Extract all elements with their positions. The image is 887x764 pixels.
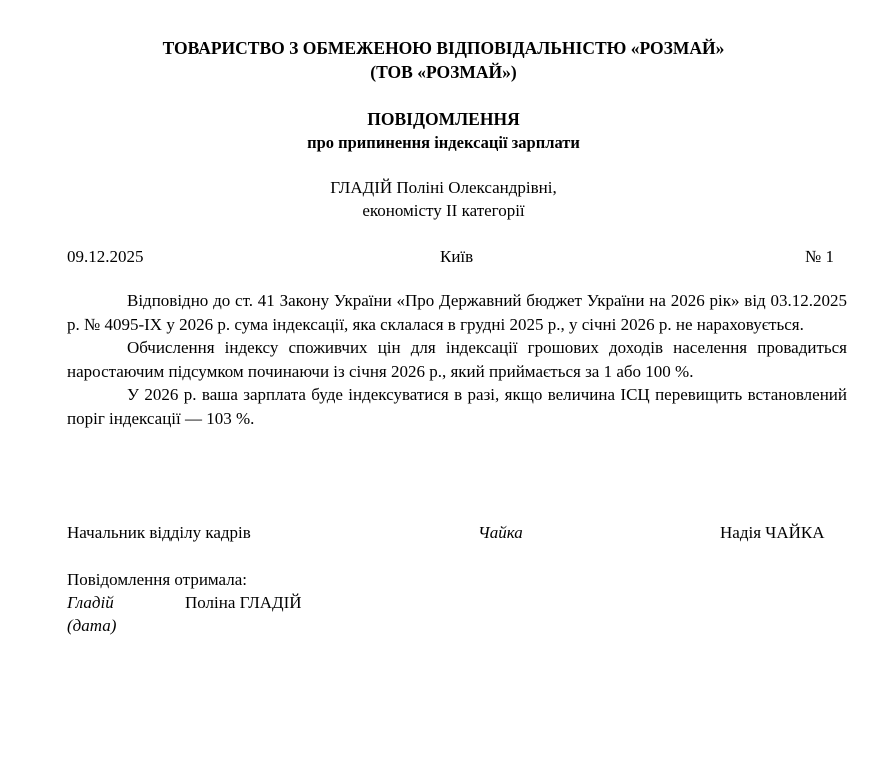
company-short-name: (ТОВ «РОЗМАЙ») bbox=[370, 62, 517, 82]
document-title: ПОВІДОМЛЕННЯ bbox=[367, 109, 520, 129]
signer-position: Начальник відділу кадрів bbox=[67, 523, 251, 542]
receipt-label: Повідомлення отримала: bbox=[67, 570, 248, 589]
body-paragraph: Відповідно до ст. 41 Закону України «Про Державний бюджет України на 2026 рік» від 03.12.2025 р. № 4095-IX у 2026 р. сума індексації, яка склалася в грудні 2025 р., у січні 2026 р. не нараховується. bbox=[67, 291, 847, 334]
receipt-date-label: (дата) bbox=[67, 616, 117, 635]
recipient-name: Поліна ГЛАДІЙ bbox=[185, 593, 302, 612]
body-paragraph: У 2026 р. ваша зарплата буде індексуватися в разі, якщо величина ІСЦ перевищить встановлений поріг індексації — 103 %. bbox=[67, 385, 847, 428]
document-date: 09.12.2025 bbox=[67, 247, 144, 266]
document-body bbox=[67, 289, 847, 430]
document-subtitle: про припинення індексації зарплати bbox=[307, 133, 580, 152]
signer-signature: Чайка bbox=[478, 523, 523, 542]
addressee-position: економісту ІІ категорії bbox=[362, 201, 525, 220]
document-city: Київ bbox=[440, 247, 474, 266]
addressee-name: ГЛАДІЙ Поліні Олександрівні, bbox=[330, 178, 557, 197]
document-number: № 1 bbox=[805, 247, 834, 266]
company-name: ТОВАРИСТВО З ОБМЕЖЕНОЮ ВІДПОВІДАЛЬНІСТЮ «РОЗМАЙ» bbox=[162, 38, 725, 58]
recipient-signature: Гладій bbox=[67, 593, 114, 612]
signer-name: Надія ЧАЙКА bbox=[720, 523, 825, 542]
body-paragraph: Обчислення індексу споживчих цін для індексації грошових доходів населення провадиться наростаючим підсумком починаючи із січня 2026 р., який приймається за 1 або 100 %. bbox=[67, 338, 847, 381]
